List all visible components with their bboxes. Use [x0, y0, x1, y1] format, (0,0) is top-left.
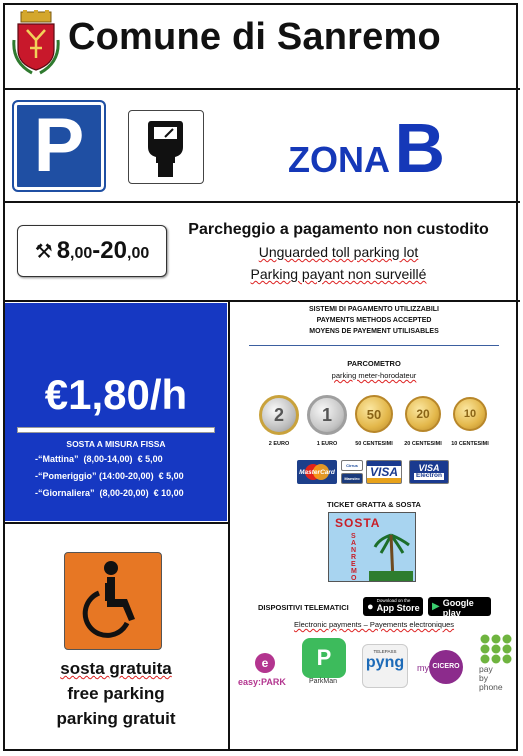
coin-label: 50 CENTESIMI: [355, 441, 393, 447]
payment-head-it: SISTEMI DI PAGAMENTO UTILIZZABILI: [308, 306, 440, 313]
meter-subtitle: parking meter-horodateur: [331, 371, 417, 380]
pyng-label: pyng: [365, 654, 405, 671]
mastercard-icon: MasterCard: [297, 460, 337, 484]
coin-label: 2 EURO: [268, 441, 290, 447]
free-parking-en: free parking: [67, 684, 165, 703]
coin-label: 1 EURO: [316, 441, 338, 447]
payment-head-fr: MOYENS DE PAYEMENT UTILISABLES: [309, 328, 439, 335]
coin-20-cent-icon: 20: [405, 396, 441, 432]
play-icon: ▶: [432, 601, 440, 612]
coin-50-cent-icon: 50: [355, 395, 393, 433]
telematic-subtitle: Electronic payments – Payements electroniques: [293, 620, 455, 629]
coin-label: 20 CENTESIMI: [404, 441, 442, 447]
mycicero-label: CICERO: [429, 650, 463, 684]
hours-text: 8,00-20,00: [56, 237, 150, 264]
coin-10-cent-icon: 10: [453, 397, 487, 431]
rate-pomeriggio: -“Pomeriggio” (14:00-20,00) € 5,00: [35, 471, 184, 481]
tariff-panel: [5, 303, 227, 521]
parking-type-it: Parcheggio a pagamento non custodito: [188, 221, 489, 238]
parking-sign-icon: P: [12, 100, 106, 192]
page-title: Comune di Sanremo: [68, 16, 441, 58]
parking-type-fr: Parking payant non surveillé: [250, 266, 427, 282]
google-play-badge[interactable]: ▶ GET IT ON Google play: [428, 597, 491, 616]
paybyphone-logo-icon: [480, 634, 512, 664]
parkman-logo-icon: P: [302, 638, 346, 678]
apple-icon: ●: [367, 600, 374, 613]
cirrus-icon: Cirrus: [341, 460, 363, 471]
divider: [249, 345, 499, 346]
divider-bar: [17, 427, 215, 433]
visa-electron-icon: VISA Electron: [409, 460, 449, 484]
hours-sign: [17, 225, 167, 277]
telepass-pyng-logo-icon: [362, 644, 408, 688]
fixed-rate-title: SOSTA A MISURA FISSA: [66, 439, 166, 449]
zone-letter: B: [394, 109, 446, 187]
coin-label: 10 CENTESIMI: [451, 441, 489, 447]
telematic-title: DISPOSITIVI TELEMATICI: [258, 603, 349, 612]
divider: [3, 201, 520, 203]
payment-head-en: PAYMENTS METHODS ACCEPTED: [316, 317, 432, 324]
mycicero-my: my: [417, 663, 429, 674]
coin-1-euro-icon: 1: [307, 395, 347, 435]
parking-type-en: Unguarded toll parking lot: [258, 244, 419, 260]
rate-mattina: -“Mattina” (8,00-14,00) € 5,00: [35, 454, 163, 464]
parkman-label: ParkMan: [309, 678, 338, 685]
maestro-icon: Maestro: [341, 473, 363, 484]
divider: [3, 88, 520, 90]
hourly-price: €1,80/h: [44, 371, 188, 418]
sanremo-crest-icon: [12, 10, 60, 76]
coin-2-euro-icon: 2: [259, 395, 299, 435]
sosta-sanremo-scratch-card: [328, 512, 416, 582]
zone-label: [288, 108, 445, 188]
free-parking-fr: parking gratuit: [56, 709, 176, 728]
paybyphone-label: pay by phone: [479, 664, 503, 692]
mycicero-logo: [417, 650, 463, 684]
meter-title: PARCOMETRO: [347, 359, 401, 368]
easypark-logo-icon: e: [255, 653, 275, 673]
ticket-title: TICKET GRATTA & SOSTA: [327, 500, 421, 509]
app-store-badge[interactable]: ● Download on the App Store: [363, 597, 423, 616]
divider: [3, 300, 520, 302]
divider: [3, 522, 230, 524]
visa-icon: VISA: [366, 460, 402, 484]
poster-word-sanremo: SANREMO: [351, 533, 357, 582]
parking-meter-icon: [128, 110, 204, 184]
crossed-hammers-icon: ⚒: [34, 240, 53, 263]
poster-word-sosta: SOSTA: [335, 516, 381, 530]
free-parking-it: sosta gratuita: [60, 659, 172, 678]
rate-giornaliera: -“Giornaliera” (8,00-20,00) € 10,00: [35, 488, 184, 498]
wheelchair-icon: [64, 552, 162, 650]
easypark-label: easy:PARK: [238, 677, 286, 687]
telepass-label: TELEPASS: [373, 649, 397, 654]
zone-prefix: ZONA: [288, 139, 390, 180]
